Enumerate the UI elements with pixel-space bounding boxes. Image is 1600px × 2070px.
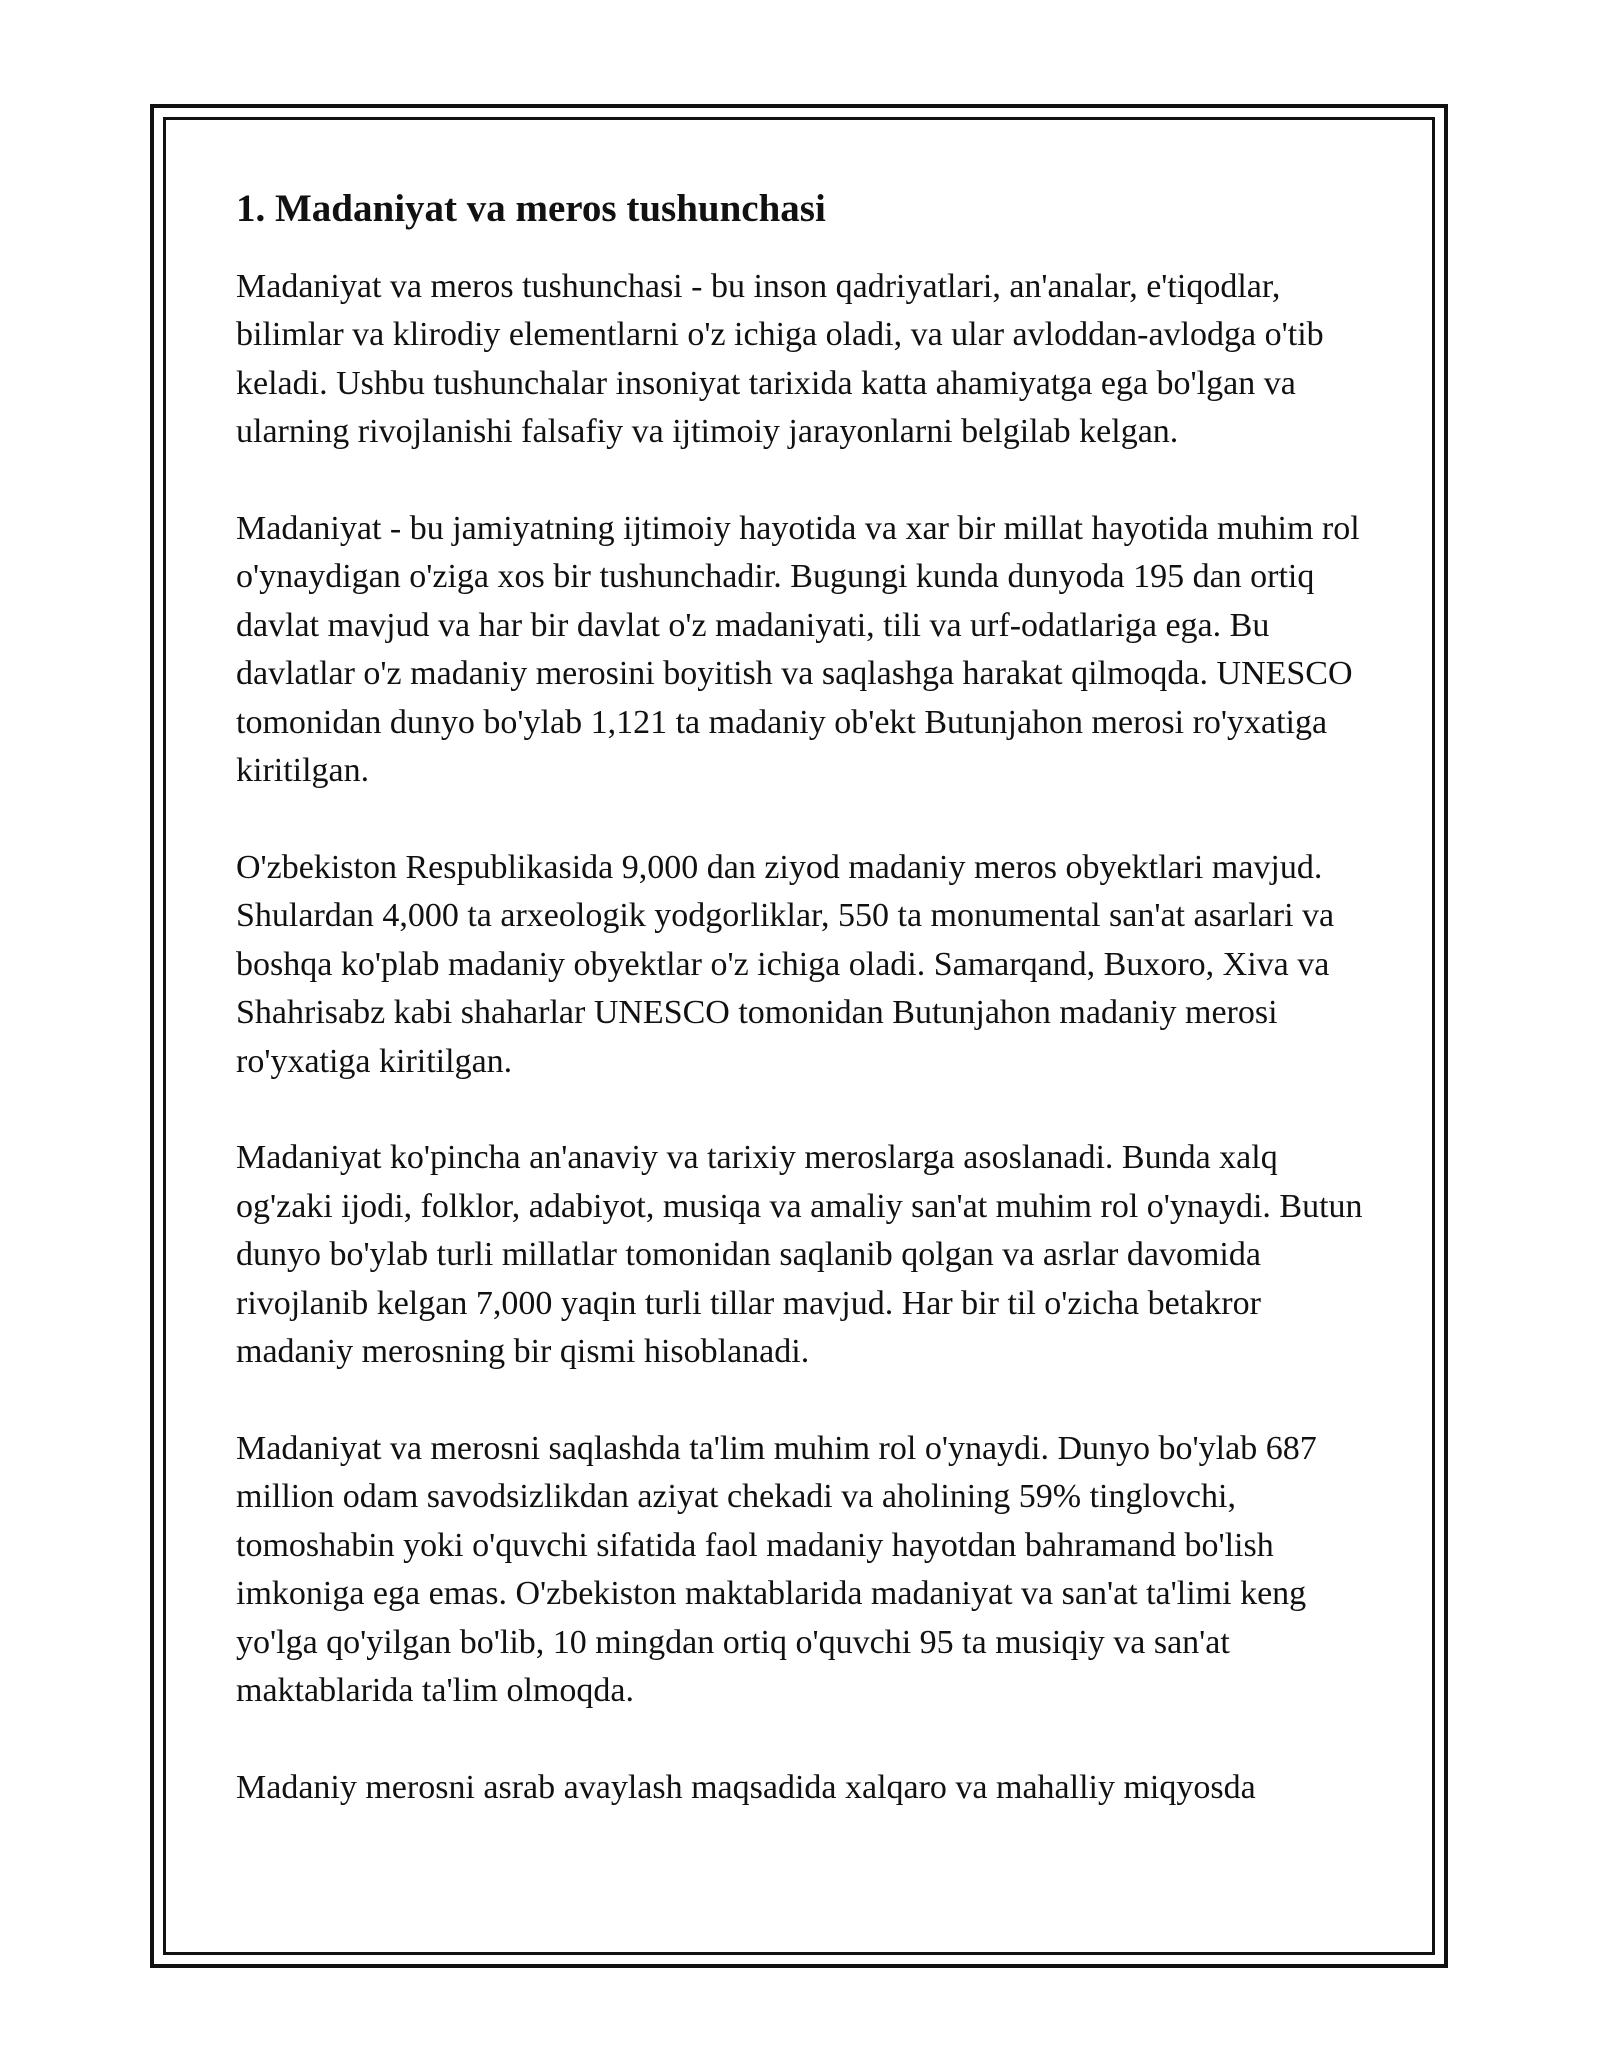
- paragraph-6: Madaniy merosni asrab avaylash maqsadida xalqaro va mahalliy miqyosda: [236, 1768, 1256, 1806]
- paragraph-2: Madaniyat - bu jamiyatning ijtimoiy hayotida va xar bir millat hayotida muhim rol o'ynaydigan o'ziga xos bir tushunchadir. Bugungi kunda dunyoda 195 dan ortiq davlat mavjud va har bir davlat o'z madaniyati, tili va urf-odatlariga ega. Bu davlatlar o'z madaniy merosini boyitish va saqlashga harakat qilmoqda. UNESCO tomonidan dunyo bo'ylab 1,121 ta madaniy ob'ekt Butunjahon merosi ro'yxatiga kiritilgan.: [236, 509, 1360, 790]
- paragraph-5: Madaniyat va merosni saqlashda ta'lim muhim rol o'ynaydi. Dunyo bo'ylab 687 million odam savodsizlikdan aziyat chekadi va aholining 59% tinglovchi, tomoshabin yoki o'quvchi sifatida faol madaniy hayotdan bahramand bo'lish imkoniga ega emas. O'zbekiston maktablarida madaniyat va san'at ta'limi keng yo'lga qo'yilgan bo'lib, 10 mingdan ortiq o'quvchi 95 ta musiqiy va san'at maktablarida ta'lim olmoqda.: [236, 1429, 1317, 1710]
- paragraph-3: O'zbekiston Respublikasida 9,000 dan ziyod madaniy meros obyektlari mavjud. Shulardan 4,000 ta arxeologik yodgorliklar, 550 ta monumental san'at asarlari va boshqa ko'plab madaniy obyektlar o'z ichiga oladi. Samarqand, Buxoro, Xiva va Shahrisabz kabi shaharlar UNESCO tomonidan Butunjahon madaniy merosi ro'yxatiga kiritilgan.: [236, 848, 1335, 1080]
- paragraph-1: Madaniyat va meros tushunchasi - bu inson qadriyatlari, an'analar, e'tiqodlar, bilimlar va klirodiy elementlarni o'z ichiga oladi, va ular avloddan-avlodga o'tib keladi. Ushbu tushunchalar insoniyat tarixida katta ahamiyatga ega bo'lgan va ularning rivojlanishi falsafiy va ijtimoiy jarayonlarni belgilab kelgan.: [236, 267, 1324, 451]
- paragraph-4: Madaniyat ko'pincha an'anaviy va tarixiy meroslarga asoslanadi. Bunda xalq og'zaki ijodi, folklor, adabiyot, musiqa va amaliy san'at muhim rol o'ynaydi. Butun dunyo bo'ylab turli millatlar tomonidan saqlanib qolgan va asrlar davomida rivojlanib kelgan 7,000 yaqin turli tillar mavjud. Har bir til o'zicha betakror madaniy merosning bir qismi hisoblanadi.: [236, 1139, 1363, 1371]
- document-body: [236, 186, 1376, 1860]
- section-heading: 1. Madaniyat va meros tushunchasi: [236, 187, 826, 230]
